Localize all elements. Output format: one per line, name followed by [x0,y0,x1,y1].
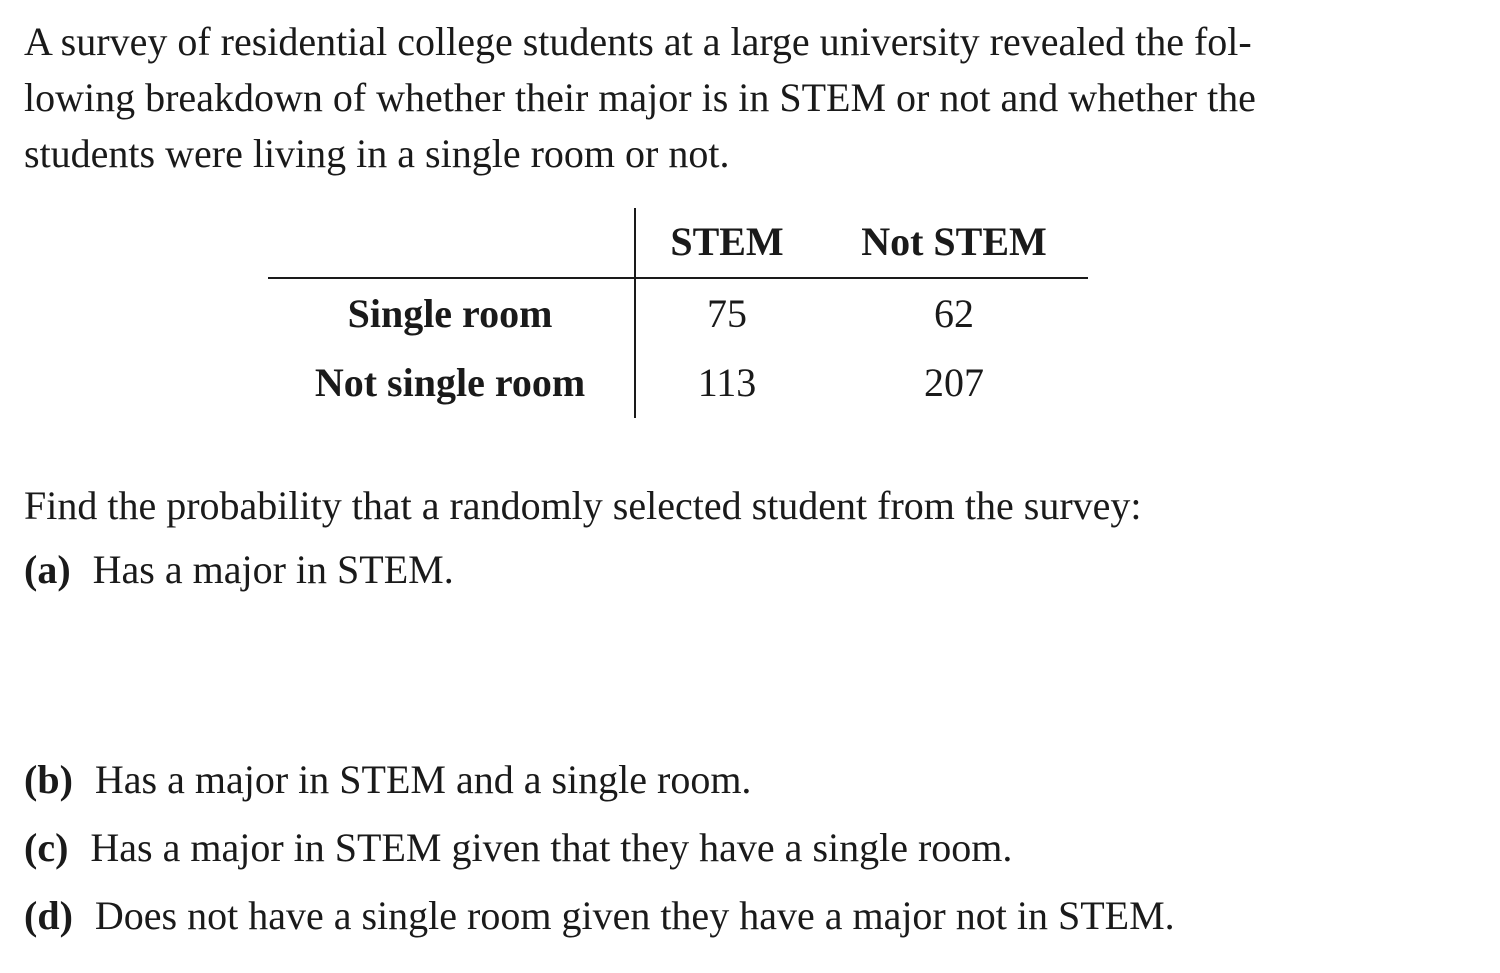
intro-line-2: lowing breakdown of whether their major is in STEM or not and whether the [24,75,1256,120]
column-header-stem: STEM [670,219,784,264]
cell-single-not-stem: 62 [934,291,974,336]
part-label: (b) [24,757,73,802]
cell-single-stem: 75 [707,291,747,336]
column-header-not-stem: Not STEM [861,219,1047,264]
intro-line-3: students were living in a single room or not. [24,131,730,176]
part-label: (c) [24,825,69,870]
row-label-single-room: Single room [347,291,553,336]
intro-line-1: A survey of residential college students at a large university revealed the fol- [24,19,1252,64]
problem-intro [24,14,1464,182]
part-text: Has a major in STEM. [92,547,454,592]
question-part-b [24,752,751,808]
part-label: (d) [24,893,73,938]
part-text: Has a major in STEM given that they have a single room. [90,825,1013,870]
part-text: Does not have a single room given they have a major not in STEM. [94,893,1175,938]
question-prompt: Find the probability that a randomly selected student from the survey: [24,483,1142,528]
cell-not-single-stem: 113 [697,360,757,405]
table-horizontal-rule [268,277,1088,279]
table-vertical-rule [634,208,636,418]
question-part-d [24,888,1175,944]
part-text: Has a major in STEM and a single room. [94,757,752,802]
row-label-not-single-room: Not single room [314,360,586,405]
question-part-c [24,820,1012,876]
cell-not-single-not-stem: 207 [924,360,984,405]
contingency-table [268,208,1088,418]
part-label: (a) [24,547,71,592]
question-part-a [24,542,454,598]
